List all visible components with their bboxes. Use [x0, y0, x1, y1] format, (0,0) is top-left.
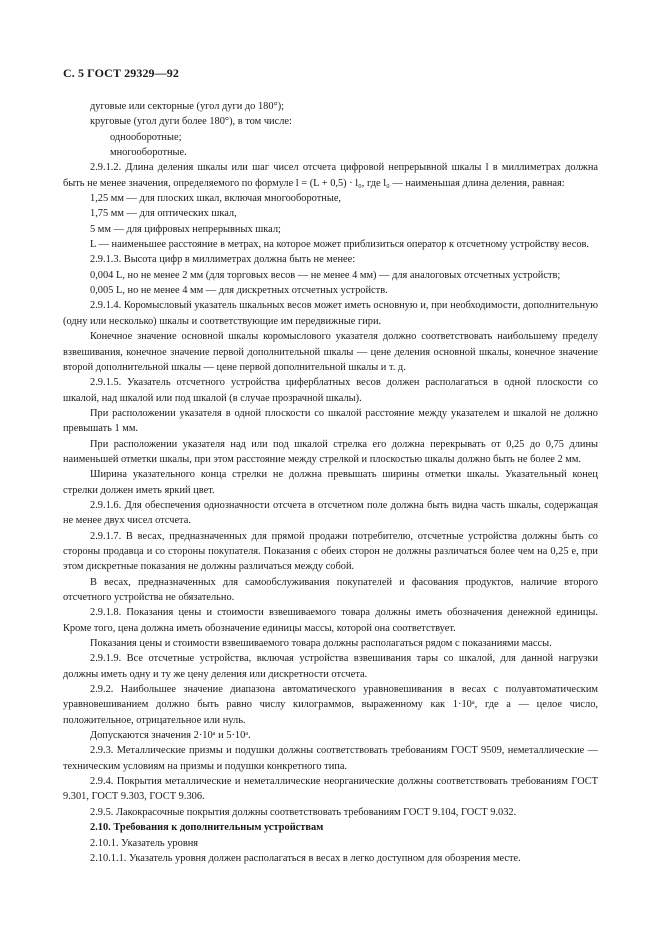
paragraph: 2.10.1.1. Указатель уровня должен располагаться в весах в легко доступном для обозрения месте.	[90, 852, 521, 864]
paragraph: При расположении указателя над или под шкалой стрелка его должна перекрывать от 0,25 до 0,75 длины наименьшей отметки шкалы, при этом расстояние между стрелкой и плоскостью шкалы должно быть не более 2 мм.	[63, 438, 598, 465]
paragraph: однооборотные;	[110, 131, 182, 143]
paragraph: дуговые или секторные (угол дуги до 180°);	[90, 101, 285, 112]
paragraph: В весах, предназначенных для самообслуживания покупателей и фасования продуктов, наличие второго отсчетного устройства не обязательно.	[63, 576, 598, 603]
paragraph: 2.9.1.9. Все отсчетные устройства, включая устройства взвешивания тары со шкалой, для данной нагрузки должны иметь одну и ту же цену деления или дискретности отсчета.	[63, 653, 598, 680]
paragraph: 2.9.2. Наибольшее значение диапазона автоматического уравновешивания в весах с полуавтоматическим уравновешиванием должно быть равно числу килограммов, выраженному как 1·10ᵃ, где a — целое число, положительное, отрицательное или нуль.	[63, 684, 598, 726]
paragraph: 1,25 мм — для плоских шкал, включая многооборотные,	[90, 193, 342, 205]
paragraph: 2.9.4. Покрытия металлические и неметаллические неорганические должны соответствовать требованиям ГОСТ 9.301, ГОСТ 9.303, ГОСТ 9.306.	[63, 776, 598, 803]
page-header: С. 5 ГОСТ 29329—92	[63, 66, 179, 80]
paragraph: При расположении указателя в одной плоскости со шкалой расстояние между указателем и шкалой не должно превышать 1 мм.	[63, 407, 598, 435]
paragraph: 2.9.1.5. Указатель отсчетного устройства циферблатных весов должен располагаться в одной плоскости со шкалой, над шкалой или под шкалой (в случае прозрачной шкалы).	[63, 377, 598, 404]
paragraph: 0,004 L, но не менее 2 мм (для торговых весов — не менее 4 мм) — для аналоговых отсчетных устройств;	[90, 269, 561, 281]
paragraph: 2.9.3. Металлические призмы и подушки должны соответствовать требованиям ГОСТ 9509, неметаллические — техническим условиям на призмы и подушки конкретного типа.	[63, 745, 598, 772]
paragraph: Конечное значение основной шкалы коромыслового указателя должно соответствовать наибольшему пределу взвешивания, конечное значение первой дополнительной шкалы — цене деления основной шкалы, конечное значение второй дополнительной шкалы — цене первой дополнительной шкалы и т. д.	[63, 331, 598, 373]
paragraph: многооборотные.	[110, 147, 187, 159]
paragraph: 2.9.1.6. Для обеспечения однозначности отсчета в отсчетном поле должна быть видна часть шкалы, содержащая не менее двух чисел отсчета.	[63, 499, 598, 527]
paragraph: 5 мм — для цифровых непрерывных шкал;	[90, 223, 281, 235]
paragraph: 2.9.1.7. В весах, предназначенных для прямой продажи потребителю, отсчетные устройства должны быть со стороны продавца и со стороны покупателя. Показания с обеих сторон не должны различаться более чем на 0,25 e, при этом дискретные показания не должны различаться между собой.	[63, 530, 598, 573]
paragraph: 2.9.5. Лакокрасочные покрытия должны соответствовать требованиям ГОСТ 9.104, ГОСТ 9.032.	[90, 806, 517, 818]
paragraph: 2.9.1.2. Длина деления шкалы или шаг чисел отсчета цифровой непрерывной шкалы l в миллиметрах должна быть не менее значения, определяемого по формуле l = (L + 0,5) · l₀, где l₀ — наименьшая длина деления, равная:	[63, 162, 598, 189]
paragraph: круговые (угол дуги более 180°), в том числе:	[90, 116, 292, 128]
paragraph: Показания цены и стоимости взвешиваемого товара должны располагаться рядом с показаниями массы.	[90, 638, 552, 650]
subsection-heading: 2.10.1. Указатель уровня	[90, 837, 199, 849]
document-body	[63, 99, 598, 866]
paragraph: 2.9.1.3. Высота цифр в миллиметрах должна быть не менее:	[90, 254, 356, 266]
paragraph: Ширина указательного конца стрелки не должна превышать ширины отметки шкалы. Указательный конец стрелки должен иметь яркий цвет.	[63, 469, 598, 496]
paragraph: 2.9.1.4. Коромысловый указатель шкальных весов может иметь основную и, при необходимости, дополнительную (одну или несколько) шкалы и соответствующие им передвижные гири.	[63, 300, 598, 327]
paragraph: L — наименьшее расстояние в метрах, на которое может приблизиться оператор к отсчетному устройству весов.	[90, 239, 590, 251]
section-heading: 2.10. Требования к дополнительным устройствам	[90, 822, 324, 834]
paragraph: 1,75 мм — для оптических шкал,	[90, 208, 237, 220]
paragraph: Допускаются значения 2·10ᵃ и 5·10ᵃ.	[90, 730, 251, 742]
paragraph: 2.9.1.8. Показания цены и стоимости взвешиваемого товара должны иметь обозначения денежной единицы. Кроме того, цена должна иметь обозначение единицы массы, которой она соответствует.	[63, 607, 598, 634]
paragraph: 0,005 L, но не менее 4 мм — для дискретных отсчетных устройств.	[90, 285, 388, 297]
